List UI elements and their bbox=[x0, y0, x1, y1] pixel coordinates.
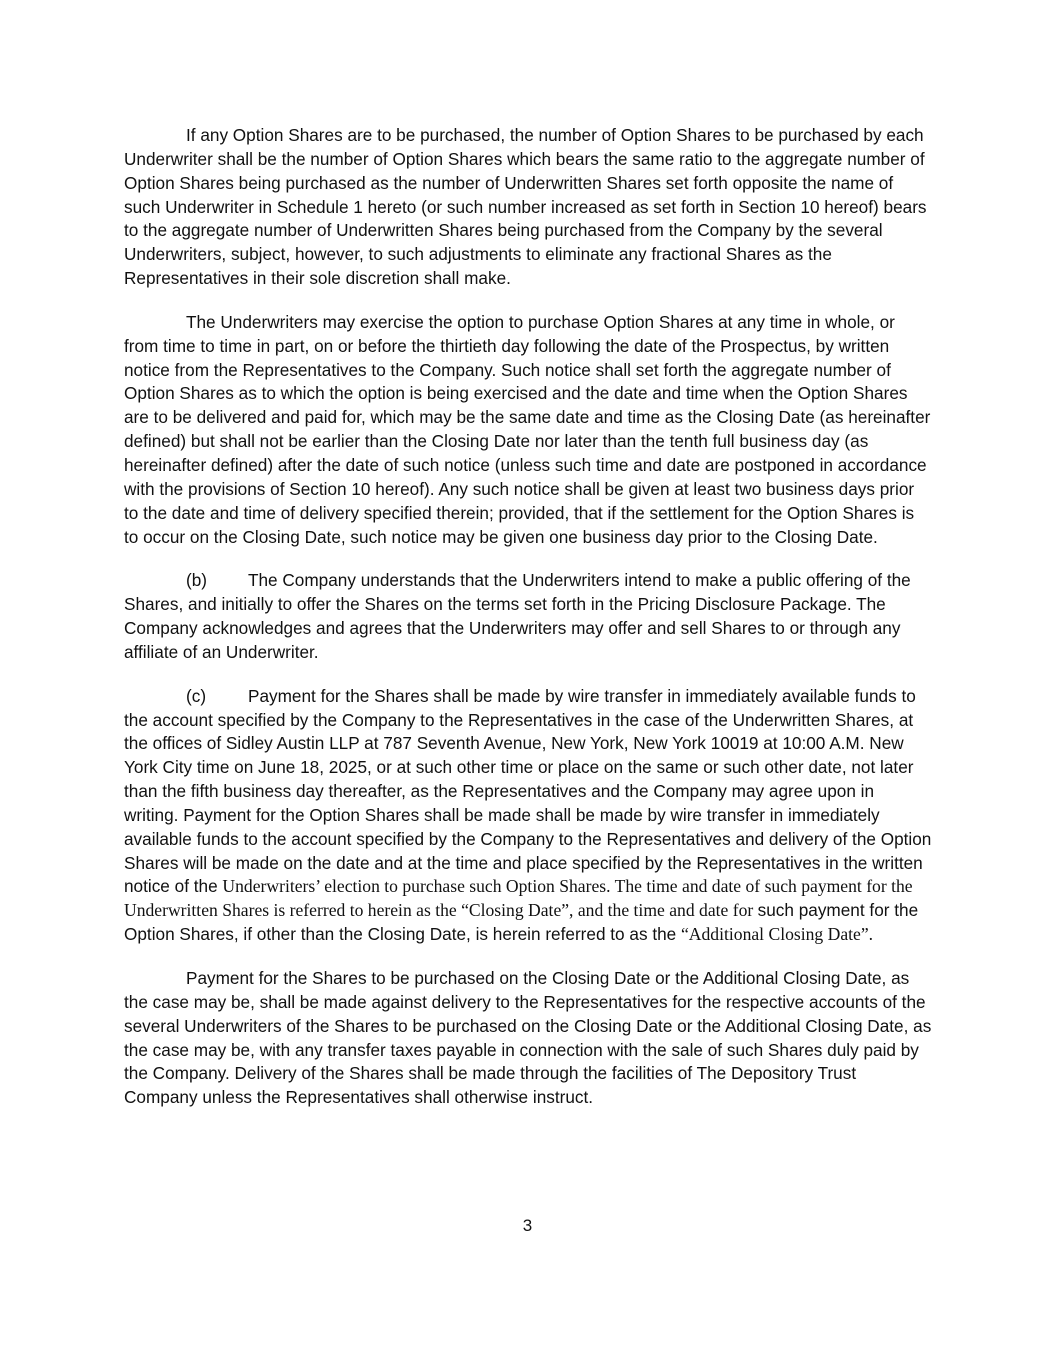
paragraph-text-part-3: such payment for the Option Shares, if other than the Closing Date, is herein referred to as the bbox=[124, 900, 919, 945]
paragraph-payment-terms bbox=[124, 685, 932, 947]
paragraph-text-part-1: Payment for the Shares shall be made by wire transfer in immediately available funds to the account specified by the Company to the Representatives in the case of the Underwritten Shares, at the offices of Sidley Austin LLP at 787 Seventh Avenue, New York, New York 10019 at 10:00 A.M. New York City time on June 18, 2025, or at such other time or place on the same or such other date, not later than the fifth business day thereafter, as the Representatives and the Company may agree upon in writing. Payment for the Option Shares shall be made shall be made by wire transfer in immediately available funds to the account specified by the Company to the Representatives and delivery of the Option Shares will be made on the date and at the time and place specified by the Representatives in the written notice of the bbox=[124, 685, 932, 897]
paragraph-text: The Company understands that the Underwriters intend to make a public offering of the Shares, and initially to offer the Shares on the terms set forth in the Pricing Disclosure Package. The Company acknowledges and agrees that the Underwriters may offer and sell Shares to or through any affiliate of an Underwriter. bbox=[124, 570, 911, 662]
paragraph-exercise-of-option bbox=[124, 311, 932, 549]
paragraph-text: Payment for the Shares to be purchased on the Closing Date or the Additional Closing Date, as the case may be, shall be made against delivery to the Representatives for the respective accounts of the several Underwriters of the Shares to be purchased on the Closing Date or the Additional Closing Date, as the case may be, with any transfer taxes payable in connection with the sale of such Shares duly paid by the Company. Delivery of the Shares shall be made through the facilities of The Depository Trust Company unless the Representatives shall otherwise instruct. bbox=[124, 968, 932, 1108]
page-number: 3 bbox=[522, 1216, 533, 1235]
paragraph-delivery-of-shares bbox=[124, 967, 932, 1110]
section-label: (c) bbox=[186, 685, 207, 706]
paragraph-text-part-4: “Additional Closing Date”. bbox=[681, 924, 874, 945]
section-label: (b) bbox=[186, 570, 208, 591]
paragraph-text: The Underwriters may exercise the option to purchase Option Shares at any time in whole, or from time to time in part, on or before the thirtieth day following the date of the Prospectus, by written notice from the Representatives to the Company. Such notice shall set forth the aggregate number of Option Shares as to which the option is being exercised and the date and time when the Option Shares are to be delivered and paid for, which may be the same date and time as the Closing Date (as hereinafter defined) but shall not be earlier than the Closing Date nor later than the tenth full business day (as hereinafter defined) after the date of such notice (unless such time and date are postponed in accordance with the provisions of Section 10 hereof). Any such notice shall be given at least two business days prior to the date and time of delivery specified therein; provided, that if the settlement for the Option Shares is to occur on the Closing Date, such notice may be given one business day prior to the Closing Date. bbox=[124, 311, 931, 547]
document-page bbox=[124, 124, 932, 1130]
paragraph-text: If any Option Shares are to be purchased, the number of Option Shares to be purchased by each Underwriter shall be the number of Option Shares which bears the same ratio to the aggregate number of Option Shares being purchased as the number of Underwritten Shares set forth opposite the name of such Underwriter in Schedule 1 hereto (or such number increased as set forth in Section 10 hereof) bears to the aggregate number of Underwritten Shares being purchased from the Company by the several Underwriters, subject, however, to such adjustments to eliminate any fractional Shares as the Representatives in their sole discretion shall make. bbox=[124, 125, 927, 289]
paragraph-text-part-2: Underwriters’ election to purchase such Option Shares. The time and date of such payment for the Underwritten Shares is referred to herein as the “Closing Date”, and the time and date for bbox=[124, 876, 913, 921]
paragraph-option-shares-allocation bbox=[124, 124, 932, 291]
paragraph-public-offering bbox=[124, 569, 932, 664]
